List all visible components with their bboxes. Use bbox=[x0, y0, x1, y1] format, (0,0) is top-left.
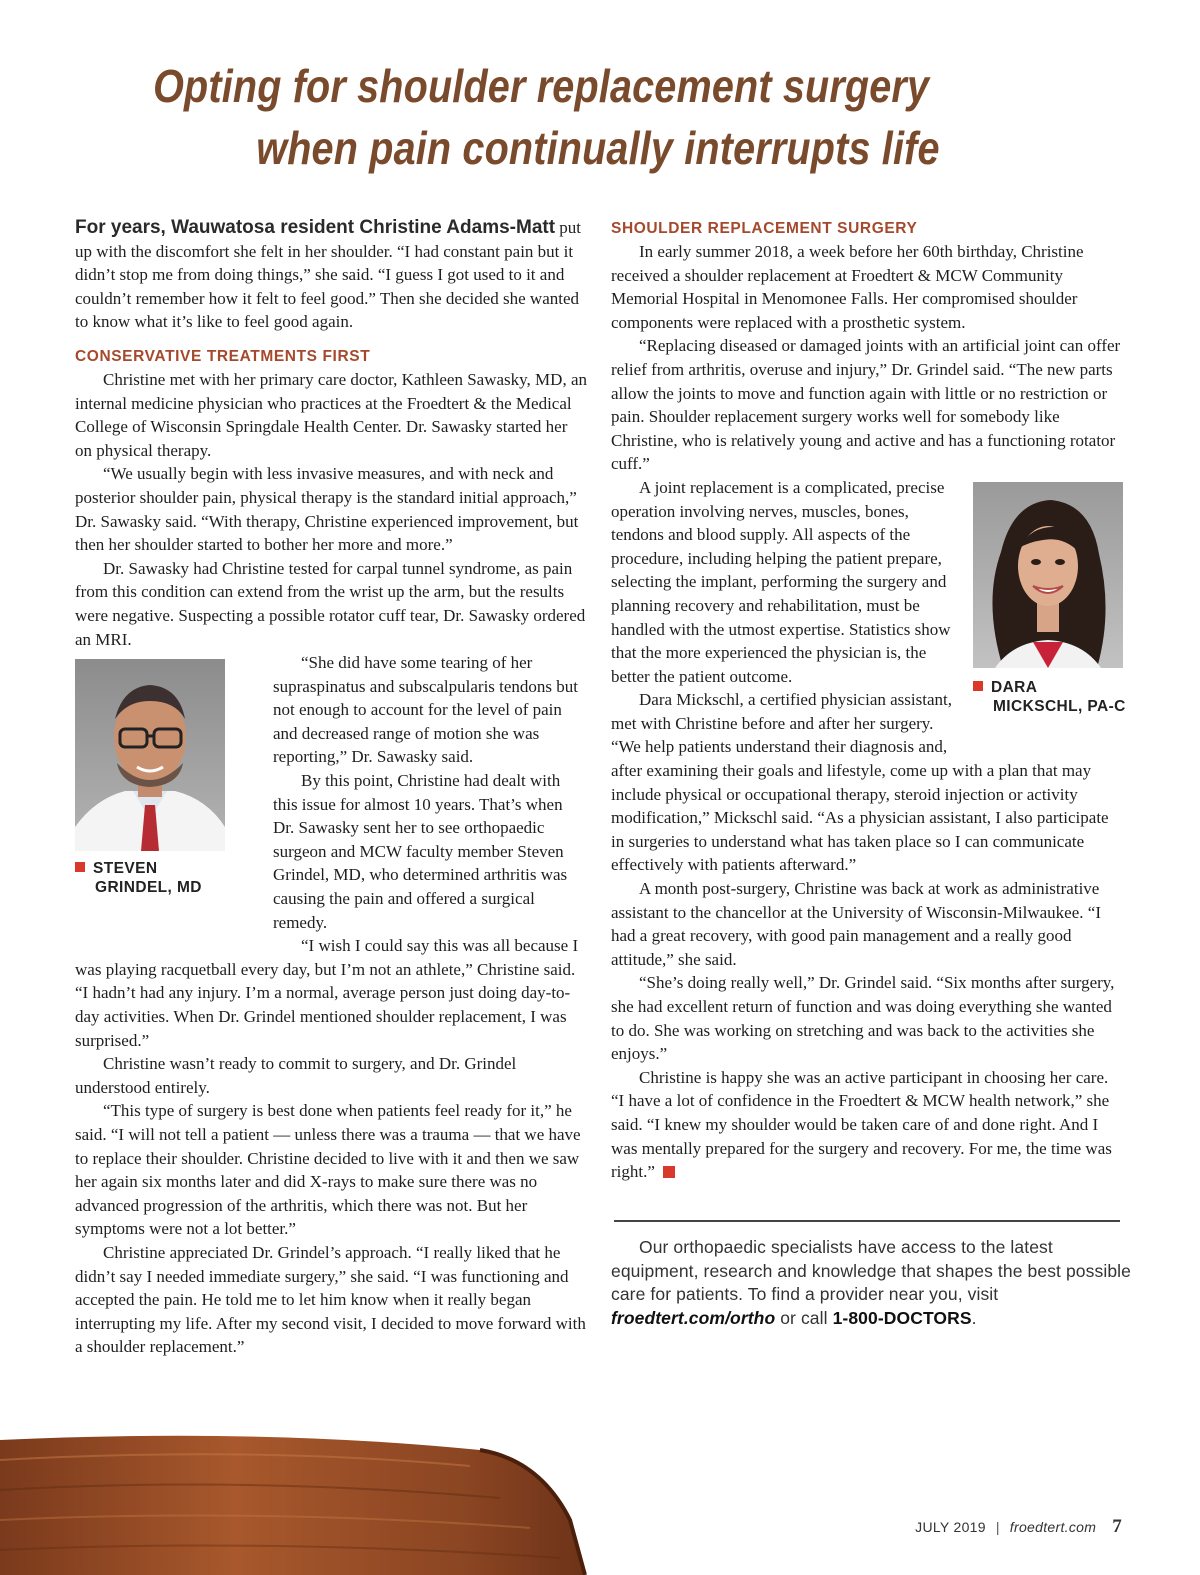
intro-paragraph bbox=[75, 216, 587, 334]
body-paragraph: A joint replacement is a complicated, precise operation involving nerves, muscles, bones, tendons and blood supply. All aspects of the procedure, including helping the patient prepare, selecting the implant, performing the surgery and planning recovery and rehabilitation, must be handled with the utmost expertise. Statistics show that the more experienced the physician is, the better the patient outcome. bbox=[611, 477, 951, 686]
mickschl-figure bbox=[973, 482, 1143, 742]
wood-table-image bbox=[0, 1420, 600, 1575]
body-paragraph: By this point, Christine had dealt with this issue for almost 10 years. That’s when Dr. Sawasky sent her to see orthopaedic surgeon and MCW faculty member Steven Grindel, MD, who determined arthritis was causing the pain and offered a surgical remedy. bbox=[273, 771, 568, 932]
caption-name-line-1: DARA bbox=[991, 678, 1038, 696]
promo-url-link[interactable]: froedtert.com/ortho bbox=[611, 1307, 776, 1328]
steven-grindel-photo bbox=[75, 659, 225, 851]
headline-line-2: when pain continually interrupts life bbox=[256, 122, 940, 174]
promo-text bbox=[611, 1236, 1131, 1330]
body-paragraph: In early summer 2018, a week before her 60th birthday, Christine received a shoulder replacement at Froedtert & MCW Community Memorial Hospital in Menomonee Falls. Her compromised shoulder components were replaced with a prosthetic system. bbox=[611, 242, 1084, 332]
dara-mickschl-photo bbox=[973, 482, 1123, 668]
promo-middle: or call bbox=[775, 1307, 833, 1328]
left-column bbox=[75, 216, 587, 1359]
mickschl-caption bbox=[973, 678, 1126, 716]
end-of-story-square-icon bbox=[663, 1166, 675, 1178]
caption-name-line-2: GRINDEL, MD bbox=[95, 879, 202, 897]
right-column bbox=[611, 216, 1126, 1184]
page-number: 7 bbox=[1112, 1516, 1122, 1537]
body-paragraph: “I wish I could say this was all because I was playing racquetball every day, but I’m not an athlete,” Christine said. “I hadn’t had any injury. I’m a normal, average person just doing day-to-day activities. When Dr. Grindel mentioned shoulder replacement, I was surprised.” bbox=[75, 936, 579, 1050]
grindel-caption bbox=[75, 859, 202, 897]
subhead-conservative-treatments: CONSERVATIVE TREATMENTS FIRST bbox=[75, 347, 371, 365]
final-paragraph-text: Christine is happy she was an active participant in choosing her care. “I have a lot of confidence in the Froedtert & MCW health network,” she said. “I knew my shoulder would be taken care of and done right. And I was mentally prepared for the surgery and recovery. For me, the time was right.” bbox=[611, 1067, 1112, 1182]
promo-body: Our orthopaedic specialists have access to the latest equipment, research and knowledge that shapes the best possible care for patients. To find a provider near you, visit bbox=[611, 1237, 1131, 1304]
body-paragraph: “This type of surgery is best done when patients feel ready for it,” he said. “I will not tell a patient — unless there was a trauma — that we have to replace their shoulder. Christine decided to live with it and then we saw her again six months later and did X-rays to make sure there was no advanced progression of the arthritis, which there was not. But her symptoms were not a lot better.” bbox=[75, 1101, 581, 1239]
body-paragraph: Christine appreciated Dr. Grindel’s approach. “I really liked that he didn’t say I needed immediate surgery,” she said. “I was functioning and accepted the pain. He told me to let him know when it really began interrupting my life. After my second visit, I decided to move forward with a shoulder replacement.” bbox=[75, 1242, 586, 1357]
footer-date: JULY 2019 bbox=[915, 1519, 986, 1535]
intro-lead: For years, Wauwatosa resident Christine Adams-Matt bbox=[75, 217, 556, 238]
footer-site[interactable]: froedtert.com bbox=[1009, 1519, 1097, 1535]
body-paragraph: “We usually begin with less invasive measures, and with neck and posterior shoulder pain, physical therapy is the standard initial approach,” Dr. Sawasky said. “With therapy, Christine experienced improvement, but then her shoulder started to bother her more and more.” bbox=[75, 464, 579, 555]
body-paragraph: Christine wasn’t ready to commit to surgery, and Dr. Grindel understood entirely. bbox=[75, 1054, 517, 1097]
intro-text: put up with the discomfort she felt in her shoulder. “I had constant pain but it didn’t stop me from doing things,” she said. “I guess I got used to it and couldn’t remember how it felt to feel good.” Then she decided she wanted to know what it’s like to feel good again. bbox=[75, 218, 582, 332]
body-paragraph: Dr. Sawasky had Christine tested for carpal tunnel syndrome, as pain from this condition can extend from the wrist up the arm, but the results were negative. Suspecting a possible rotator cuff tear, Dr. Sawasky ordered an MRI. bbox=[75, 558, 586, 649]
body-paragraph: Dara Mickschl, a certified physician assistant, met with Christine before and after her surgery. “We help patients understand their diagnosis and, after examining their goals and lifestyle, come up with a plan that may include physical or occupational therapy, steroid injection or activity modification,” Mickschl said. “As a physician assistant, I also participate in surgeries to understand what has taken place so I can communicate effectively with patients afterward.” bbox=[611, 690, 1109, 875]
footer-separator: | bbox=[995, 1519, 1000, 1535]
body-paragraph: “She’s doing really well,” Dr. Grindel said. “Six months after surgery, she had excellent return of function and was doing everything she wanted to do. She was working on stretching and was back to the activities she enjoys.” bbox=[611, 973, 1115, 1064]
body-paragraph-final bbox=[611, 1066, 1123, 1184]
promo-phone[interactable]: 1-800-DOCTORS bbox=[832, 1307, 972, 1328]
promo-divider bbox=[614, 1220, 1120, 1222]
headline-line-1: Opting for shoulder replacement surgery bbox=[153, 60, 930, 112]
body-paragraph: A month post-surgery, Christine was back at work as administrative assistant to the chancellor at the University of Wisconsin-Milwaukee. “I had a great recovery, with good pain management and a really good attitude,” she said. bbox=[611, 879, 1101, 969]
article-headline bbox=[0, 55, 1032, 179]
caption-name-line-1: STEVEN bbox=[93, 860, 158, 878]
body-paragraph: “She did have some tearing of her supraspinatus and subscalpularis tendons but not enough to account for the level of pain and decreased range of motion she was reporting,” Dr. Sawasky said. bbox=[273, 653, 579, 767]
subhead-shoulder-replacement: SHOULDER REPLACEMENT SURGERY bbox=[611, 220, 918, 237]
promo-end: . bbox=[971, 1307, 977, 1328]
body-paragraph: Christine met with her primary care doctor, Kathleen Sawasky, MD, an internal medicine physician who practices at the Froedtert & the Medical College of Wisconsin Springdale Health Center. Dr. Sawasky started her on physical therapy. bbox=[75, 369, 587, 460]
grindel-figure bbox=[75, 659, 273, 949]
caption-square-icon bbox=[75, 862, 85, 872]
page-footer bbox=[915, 1516, 1122, 1538]
caption-name-line-2: MICKSCHL, PA-C bbox=[993, 697, 1126, 715]
caption-square-icon bbox=[973, 681, 983, 691]
body-paragraph: “Replacing diseased or damaged joints with an artificial joint can offer relief from arthritis, overuse and injury,” Dr. Grindel said. “The new parts allow the joints to move and function again with little or no restriction or pain. Shoulder replacement surgery works well for somebody like Christine, who is relatively young and active and has a functioning rotator cuff.” bbox=[611, 336, 1121, 474]
